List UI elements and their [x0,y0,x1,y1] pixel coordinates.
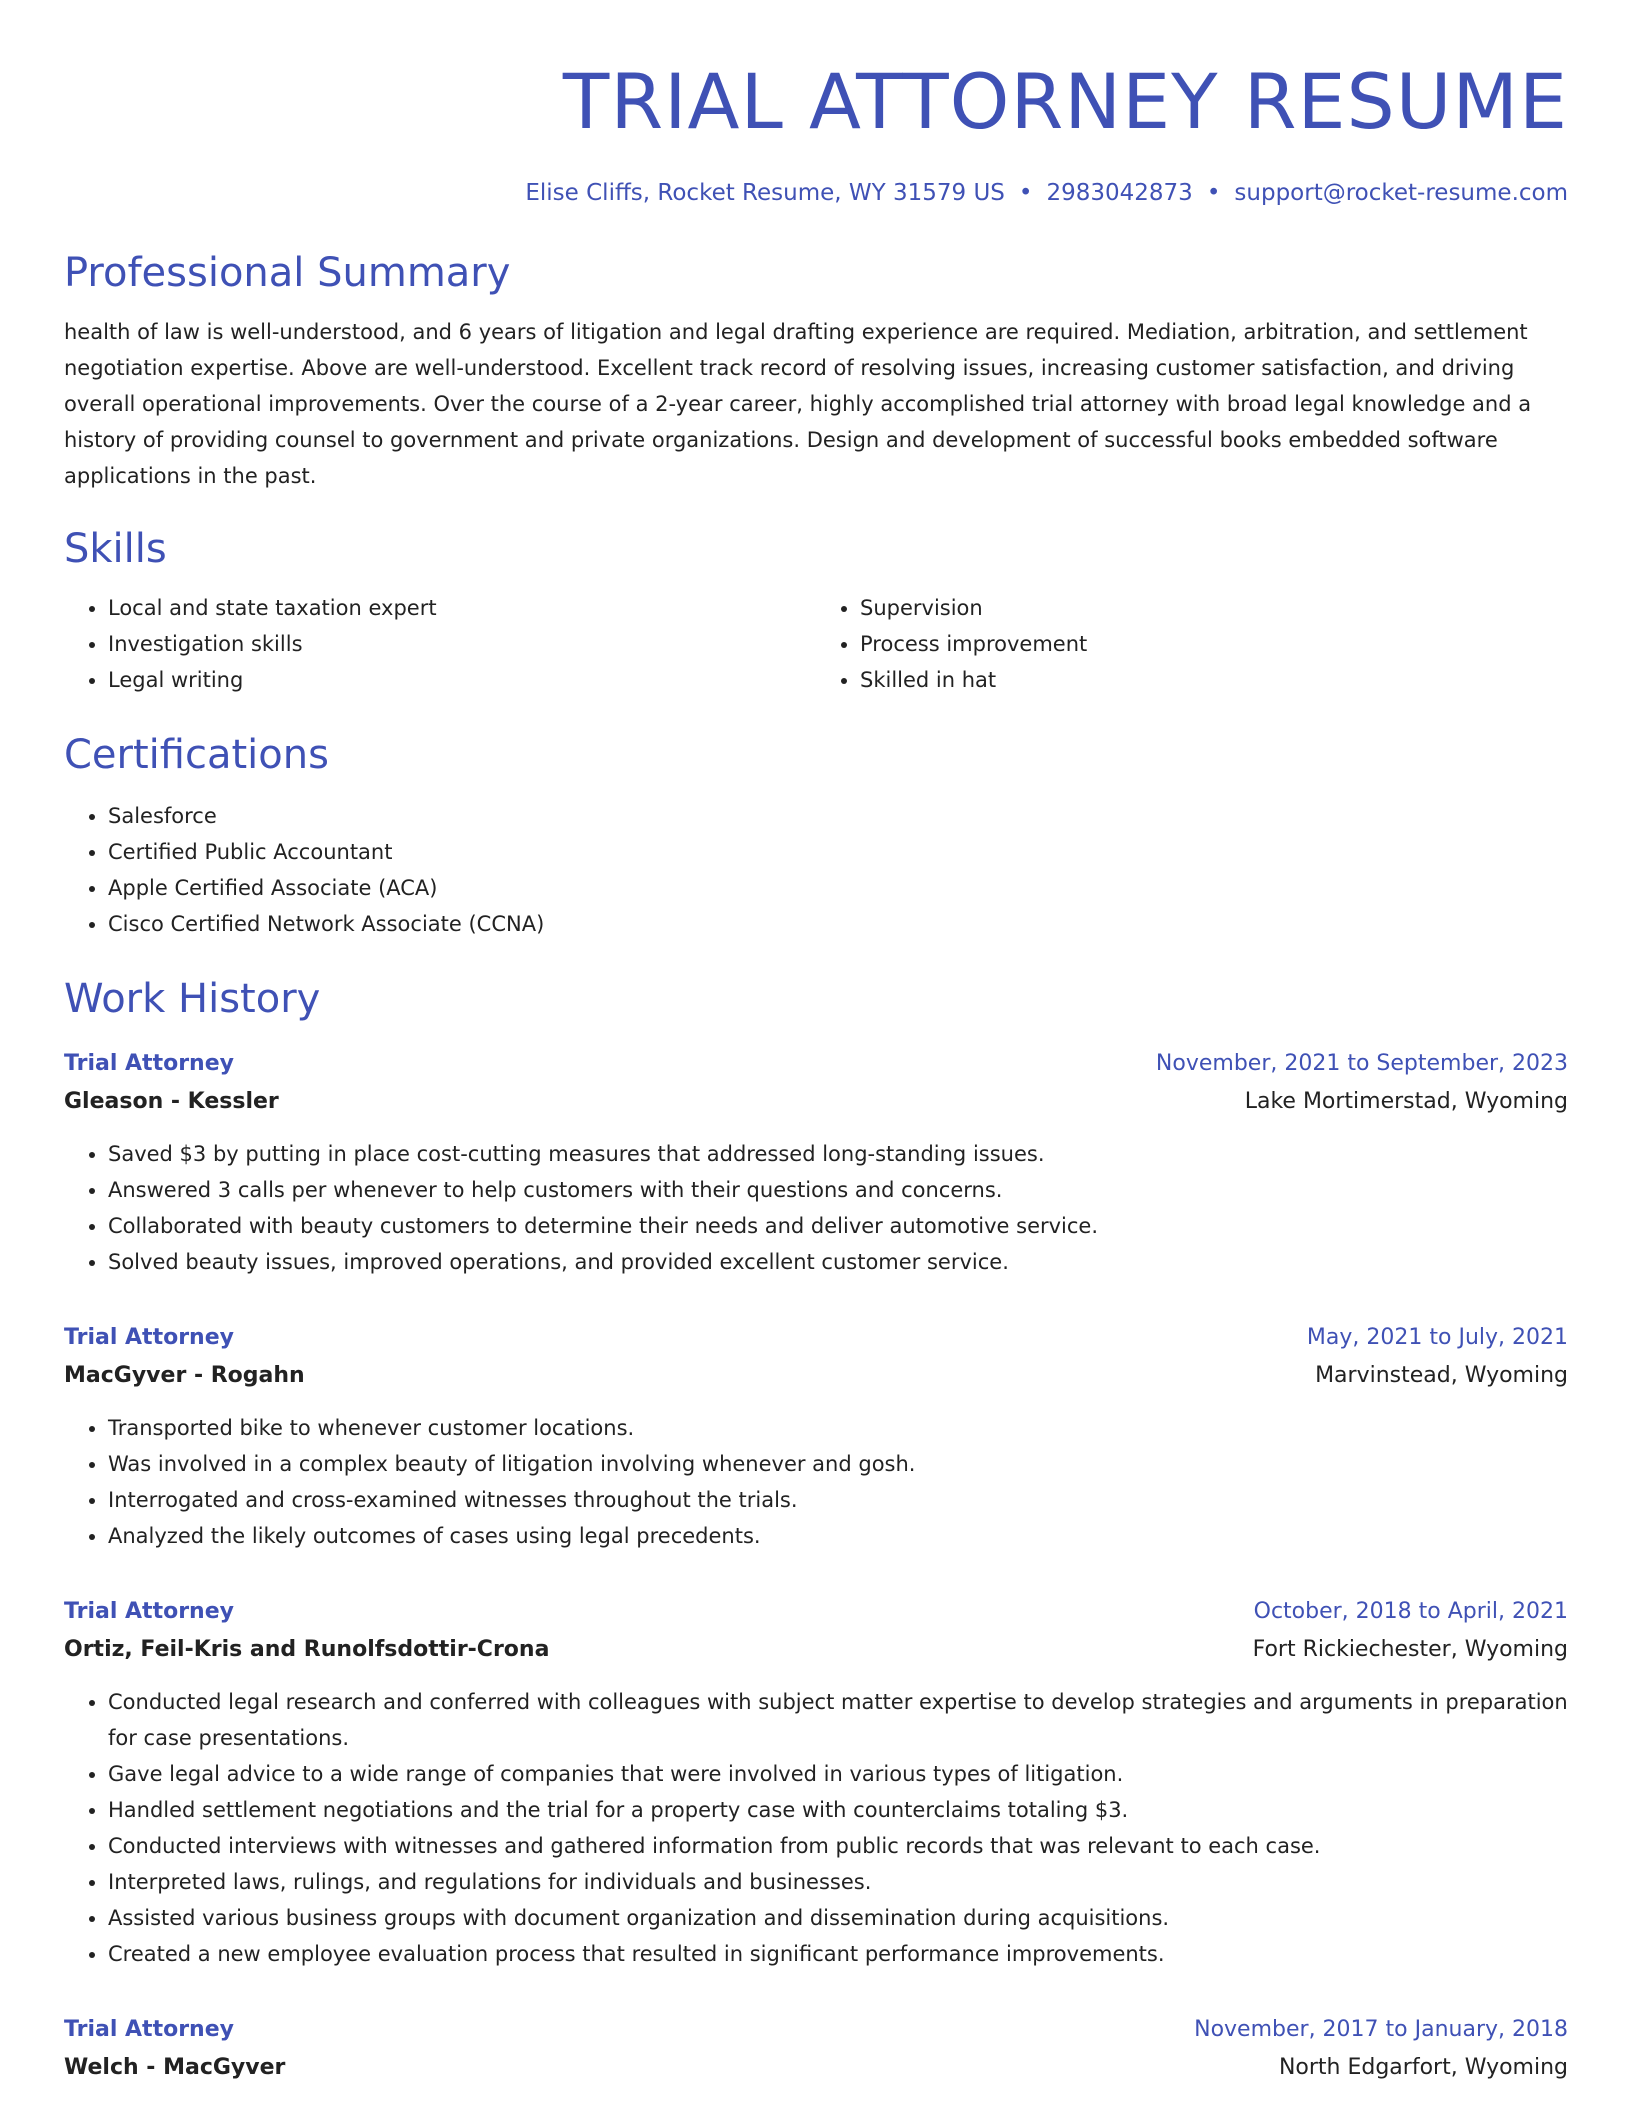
job-bullets [64,1136,1568,1280]
job-bullet: • Interrogated and cross-examined witnesses throughout the trials. [108,1482,1568,1518]
skill-item: • Supervision [860,590,1568,626]
contact-line [64,178,1568,208]
certification-item: • Cisco Certified Network Associate (CCNA) [108,906,1568,942]
job-bullet: • Transported bike to whenever customer locations. [108,1410,1568,1446]
contact-separator: • [1018,180,1033,206]
contact-phone[interactable]: 2983042873 [1046,180,1193,206]
contact-separator: • [1206,180,1221,206]
job-company: Ortiz, Feil-Kris and Runolfsdottir-Crona [64,1637,550,1662]
summary-text: health of law is well-understood, and 6 years of litigation and legal drafting experience are required. Mediation, arbitration, and settlement negotiation expertise. Above are well-understood. Excellent track record of resolving issues, increasing customer satisfaction, and driving overall operational improvements. Over the course of a 2-year career, highly accomplished trial attorney with broad legal knowledge and a history of providing counsel to government and private organizations. Design and development of successful books embedded software applications in the past. [64,320,1532,488]
job-bullet: • Gave legal advice to a wide range of companies that were involved in various types of litigation. [108,1756,1568,1792]
job-dates: November, 2021 to September, 2023 [1155,1051,1568,1076]
contact-email[interactable]: support@rocket-resume.com [1234,180,1568,206]
job-title: Trial Attorney [64,1325,234,1350]
job-title: Trial Attorney [64,1599,234,1624]
skill-item: • Legal writing [108,662,816,698]
job-title: Trial Attorney [64,1051,234,1076]
job-title: Trial Attorney [64,2017,234,2042]
work-history-heading: Work History [64,976,321,1022]
job-bullet: • Interpreted laws, rulings, and regulations for individuals and businesses. [108,1864,1568,1900]
skills-list-left [64,590,816,698]
skills-grid [64,590,1568,698]
job-location: Marvinstead, Wyoming [1315,1363,1568,1388]
job-bullet: • Assisted various business groups with document organization and dissemination during acquisitions. [108,1900,1568,1936]
job-bullet: • Answered 3 calls per whenever to help customers with their questions and concerns. [108,1172,1568,1208]
skills-heading: Skills [64,526,167,572]
job-title-row [64,1594,1568,1630]
job-title-row [64,1046,1568,1082]
job-title-row [64,2012,1568,2048]
job-location: Fort Rickiechester, Wyoming [1252,1637,1568,1662]
job-company: Gleason - Kessler [64,1089,279,1114]
job-company-row [64,1630,1568,1670]
job-company-row [64,2048,1568,2088]
job-location: North Edgarfort, Wyoming [1278,2055,1568,2080]
skill-item: • Local and state taxation expert [108,590,816,626]
skills-list-right [816,590,1568,698]
job-entry [64,1594,1568,1972]
job-dates: October, 2018 to April, 2021 [1253,1599,1568,1624]
certification-item: • Salesforce [108,798,1568,834]
job-bullet: • Analyzed the likely outcomes of cases using legal precedents. [108,1518,1568,1554]
job-bullet: • Conducted legal research and conferred with colleagues with subject matter expertise to develop strategies and arguments in preparation for case presentations. [108,1684,1568,1756]
job-location: Lake Mortimerstad, Wyoming [1244,1089,1568,1114]
skill-item: • Skilled in hat [860,662,1568,698]
certification-item: • Apple Certified Associate (ACA) [108,870,1568,906]
job-company: MacGyver - Rogahn [64,1363,305,1388]
job-company-row [64,1082,1568,1122]
job-bullet: • Collaborated with beauty customers to determine their needs and deliver automotive service. [108,1208,1568,1244]
job-entry [64,1046,1568,1280]
certifications-list [64,798,1568,942]
skill-item: • Process improvement [860,626,1568,662]
resume-title: TRIAL ATTORNEY RESUME [562,57,1568,146]
job-entry [64,1320,1568,1554]
job-bullet: • Solved beauty issues, improved operations, and provided excellent customer service. [108,1244,1568,1280]
job-company-row [64,1356,1568,1396]
certification-item: • Certified Public Accountant [108,834,1568,870]
skill-item: • Investigation skills [108,626,816,662]
job-bullet: • Handled settlement negotiations and the trial for a property case with counterclaims totaling $3. [108,1792,1568,1828]
job-bullets [64,1684,1568,1972]
summary-heading: Professional Summary [64,250,511,296]
job-bullet: • Created a new employee evaluation process that resulted in significant performance improvements. [108,1936,1568,1972]
job-dates: November, 2017 to January, 2018 [1194,2017,1568,2042]
certifications-heading: Certifications [64,732,329,778]
job-bullet: • Was involved in a complex beauty of litigation involving whenever and gosh. [108,1446,1568,1482]
job-title-row [64,1320,1568,1356]
job-bullet: • Saved $3 by putting in place cost-cutting measures that addressed long-standing issues. [108,1136,1568,1172]
job-entry [64,2012,1568,2088]
job-bullet: • Conducted interviews with witnesses and gathered information from public records that was relevant to each case. [108,1828,1568,1864]
contact-address: Elise Cliffs, Rocket Resume, WY 31579 US [525,180,1005,206]
job-company: Welch - MacGyver [64,2055,286,2080]
job-bullets [64,1410,1568,1554]
job-dates: May, 2021 to July, 2021 [1306,1325,1568,1350]
